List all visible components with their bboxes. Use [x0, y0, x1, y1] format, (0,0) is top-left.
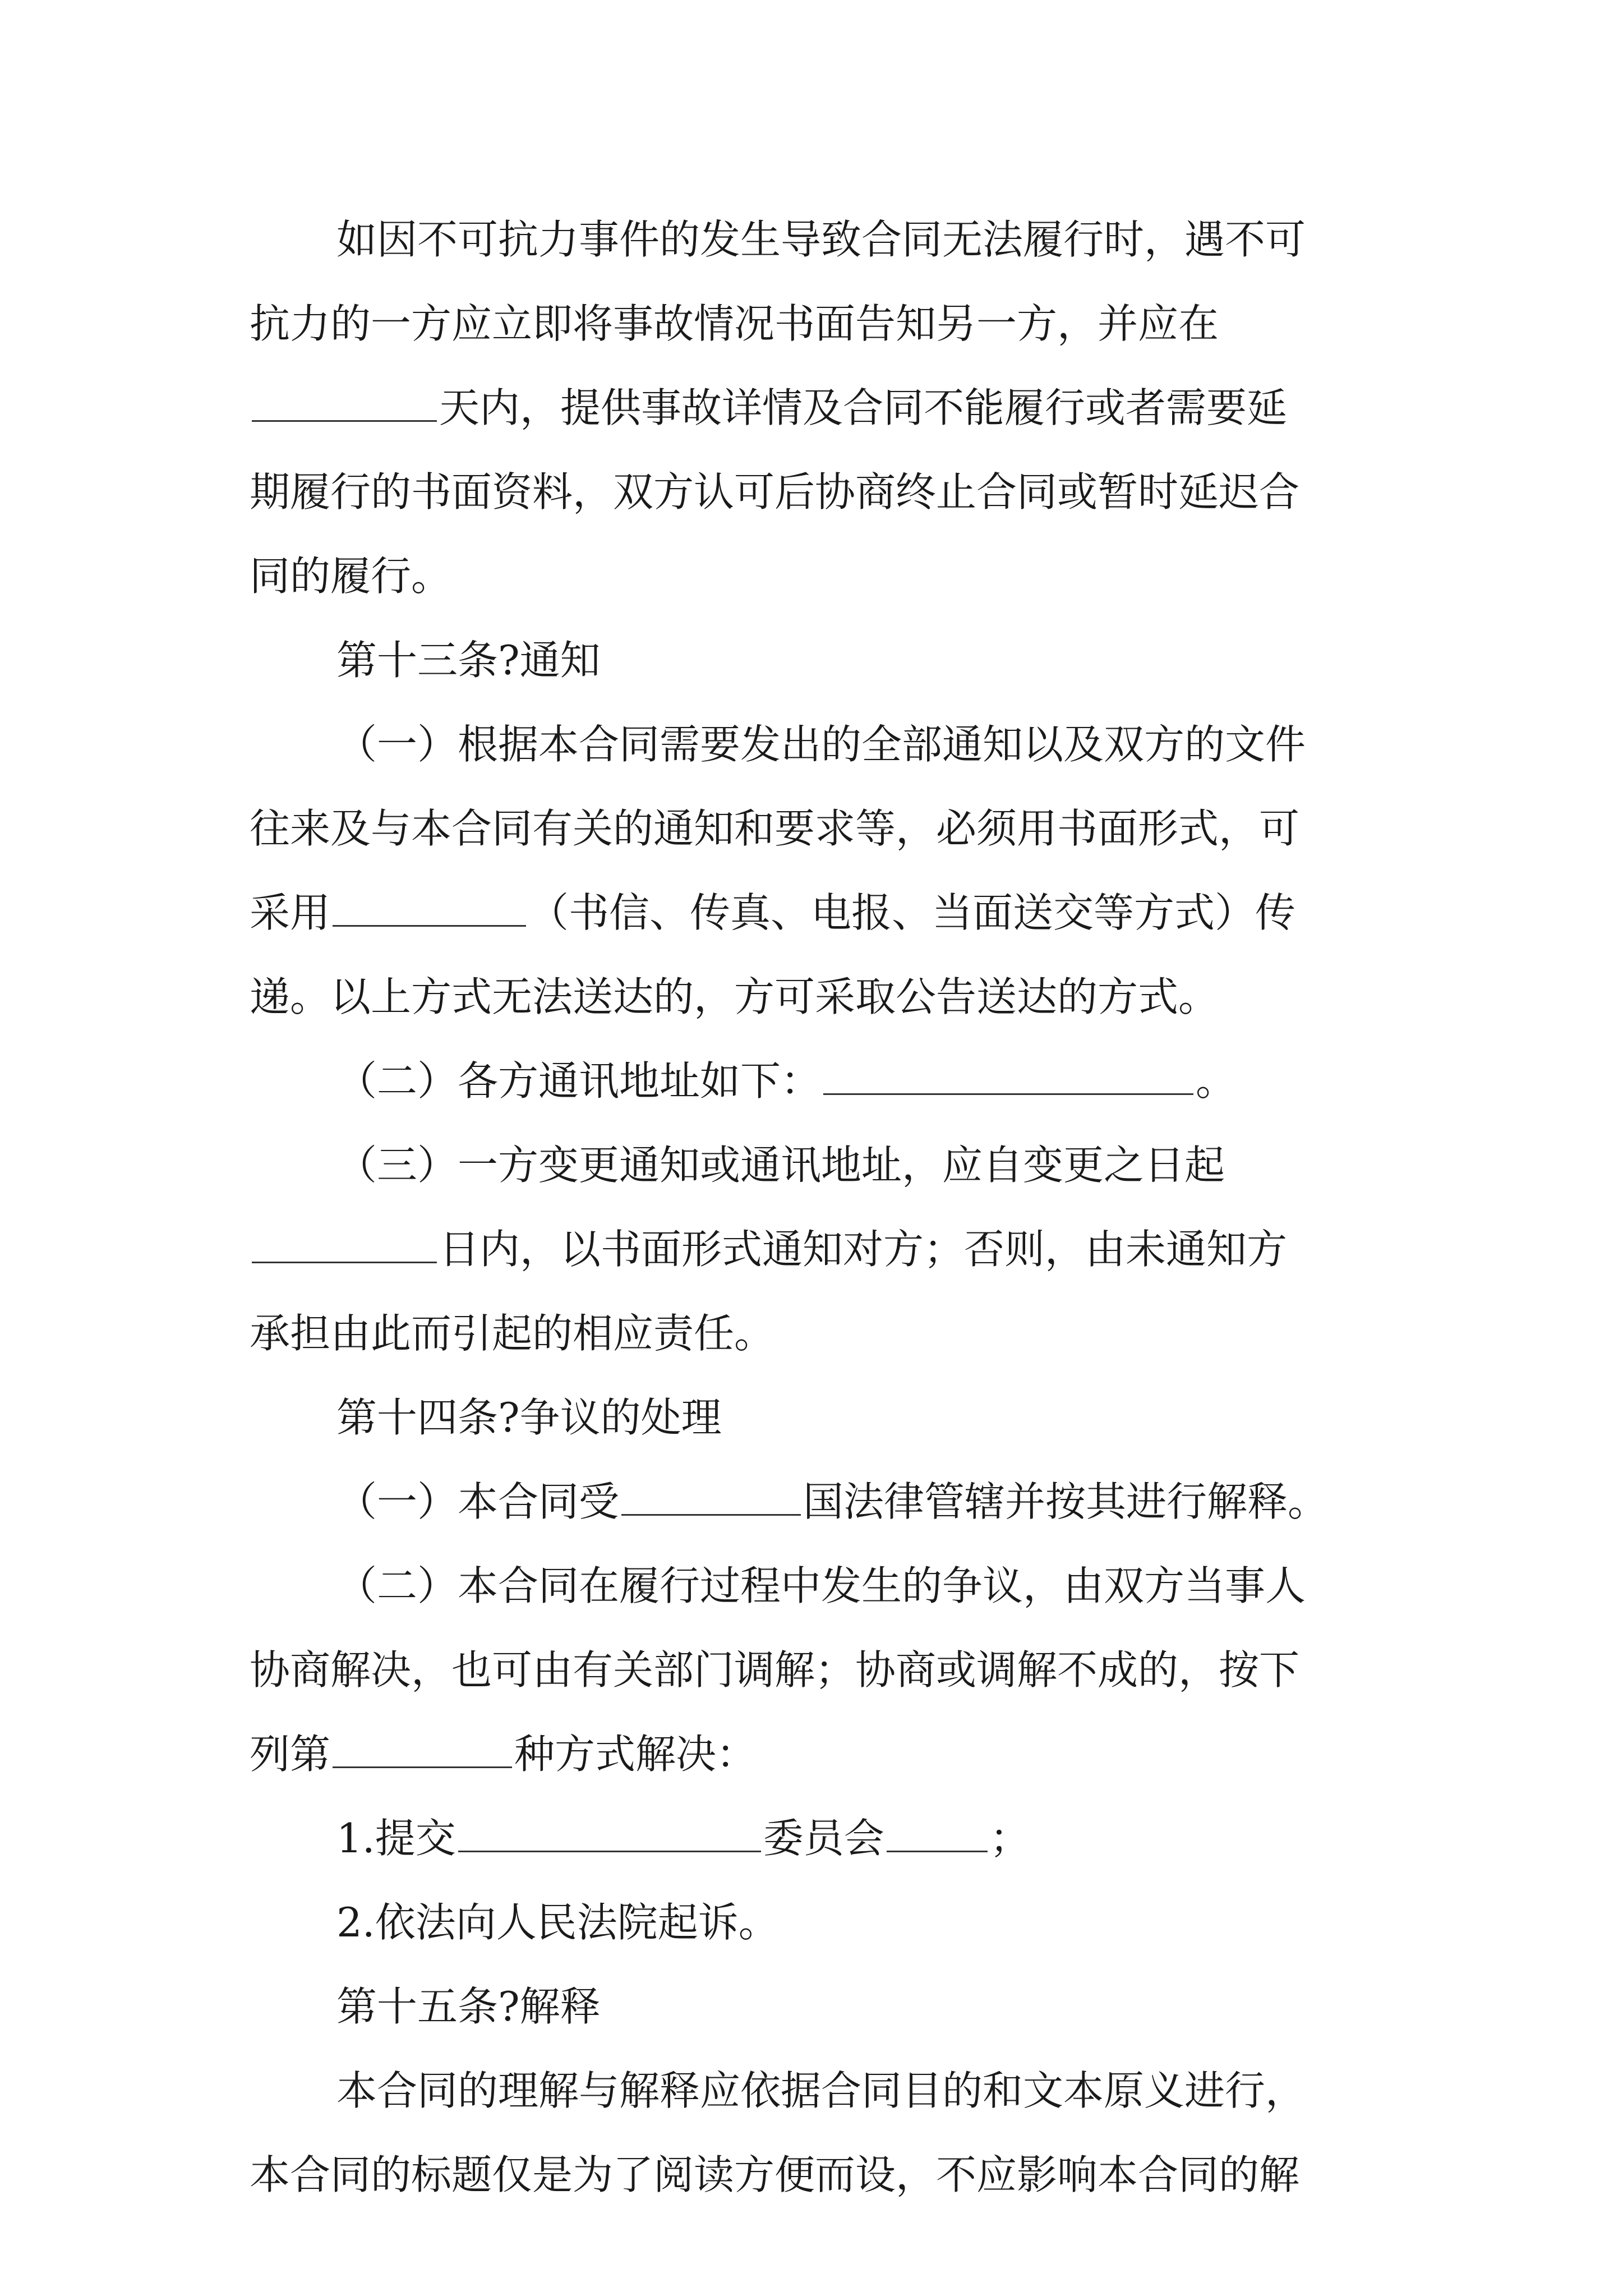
paragraph-line	[250, 1224, 1287, 1274]
text: 2.依法向人民法院起诉。	[336, 1899, 779, 1946]
text: 天内，提供事故详情及合同不能履行或者需要延	[439, 384, 1288, 431]
text: 抗力的一方应立即将事故情况书面告知另一方，并应在	[250, 300, 1219, 347]
paragraph-line	[250, 803, 1299, 854]
heading-text: 第十三条?通知	[336, 637, 601, 684]
text: 本合同的标题仅是为了阅读方便而设，不应影响本合同的解	[250, 2151, 1300, 2198]
heading-text: 第十五条?解释	[336, 1983, 601, 2030]
fill-blank[interactable]	[887, 1815, 988, 1852]
text: 国法律管辖并按其进行解释。	[803, 1478, 1329, 1525]
text: （二）本合同在履行过程中发生的争议，由双方当事人	[336, 1562, 1306, 1609]
paragraph-line	[250, 467, 1299, 517]
text: 日内，以书面形式通知对方；否则，由未通知方	[439, 1226, 1288, 1273]
text: 同的履行。	[250, 553, 452, 600]
paragraph-line	[336, 1476, 1328, 1527]
text: 1.提交	[336, 1815, 456, 1862]
text: （二）各方通讯地址如下：	[336, 1057, 822, 1105]
text: 委员会	[763, 1815, 884, 1862]
paragraph-line	[336, 719, 1306, 770]
text: 往来及与本合同有关的通知和要求等，必须用书面形式，可	[250, 805, 1300, 852]
text: （一）根据本合同需要发出的全部通知以及双方的文件	[336, 721, 1306, 768]
paragraph-line	[250, 887, 1295, 938]
text: （书信、传真、电报、当面送交等方式）传	[528, 889, 1296, 936]
paragraph-line	[336, 214, 1306, 265]
paragraph-line	[336, 1813, 1030, 1864]
fill-blank[interactable]	[333, 889, 526, 927]
article-heading	[336, 1981, 601, 2032]
paragraph-line	[250, 972, 1219, 1022]
paragraph-line	[336, 1561, 1306, 1611]
paragraph-line	[250, 298, 1219, 349]
paragraph-line	[250, 1308, 774, 1359]
paragraph-line	[336, 1897, 779, 1948]
text: 种方式解决：	[514, 1731, 757, 1778]
text: ；	[989, 1815, 1030, 1862]
paragraph-line	[250, 551, 451, 601]
fill-blank[interactable]	[252, 1226, 437, 1263]
paragraph-line	[336, 2065, 1306, 2116]
fill-blank[interactable]	[333, 1731, 512, 1768]
fill-blank[interactable]	[458, 1815, 761, 1852]
article-heading	[336, 635, 601, 685]
text: 采用	[250, 889, 331, 936]
text: 列第	[250, 1731, 331, 1778]
paragraph-line	[250, 1645, 1299, 1695]
fill-blank[interactable]	[823, 1057, 1193, 1095]
text: （一）本合同受	[336, 1478, 620, 1525]
fill-blank[interactable]	[621, 1478, 801, 1516]
text: 如因不可抗力事件的发生导致合同无法履行时，遇不可	[336, 216, 1306, 263]
text: 期履行的书面资料，双方认可后协商终止合同或暂时延迟合	[250, 468, 1300, 516]
article-heading	[336, 1392, 722, 1443]
text: （三）一方变更通知或通讯地址，应自变更之日起	[336, 1142, 1225, 1189]
paragraph-line	[250, 383, 1287, 433]
paragraph-line	[336, 1056, 1236, 1106]
text: 递。以上方式无法送达的，方可采取公告送达的方式。	[250, 973, 1219, 1020]
text: 。	[1196, 1057, 1237, 1105]
fill-blank[interactable]	[252, 384, 437, 422]
text: 承担由此而引起的相应责任。	[250, 1310, 775, 1357]
heading-text: 第十四条?争议的处理	[336, 1394, 722, 1441]
text: 本合同的理解与解释应依据合同目的和文本原义进行，	[336, 2067, 1306, 2114]
text: 协商解决，也可由有关部门调解；协商或调解不成的，按下	[250, 1646, 1300, 1694]
paragraph-line	[336, 1140, 1225, 1190]
paragraph-line	[250, 1729, 757, 1779]
paragraph-line	[250, 2150, 1299, 2200]
